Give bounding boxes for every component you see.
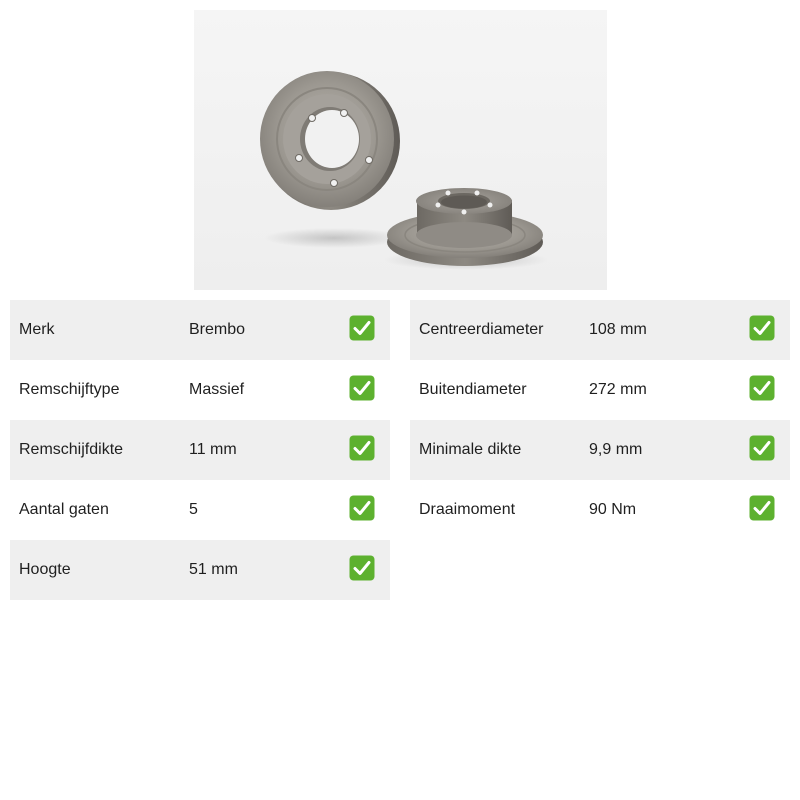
spec-table-right (410, 300, 790, 540)
product-image (194, 10, 607, 290)
check-icon (349, 315, 375, 341)
spec-label: Remschijfdikte (19, 441, 124, 458)
spec-label: Aantal gaten (19, 501, 109, 518)
check-icon (749, 495, 775, 521)
check-icon (749, 375, 775, 401)
check-icon (349, 495, 375, 521)
spec-label: Centreerdiameter (419, 321, 544, 338)
check-icon (749, 435, 775, 461)
spec-row-merk (10, 300, 390, 360)
spec-value: Brembo (189, 321, 246, 338)
spec-label: Minimale dikte (419, 441, 522, 458)
check-icon (349, 435, 375, 461)
check-icon (349, 375, 375, 401)
spec-label: Merk (19, 321, 55, 338)
brake-disc-photo (194, 10, 607, 290)
spec-value: 51 mm (189, 561, 238, 578)
spec-row-remschijftype (10, 360, 390, 420)
spec-value: 11 mm (189, 441, 237, 458)
spec-row-remschijfdikte (10, 420, 390, 480)
spec-label: Draaimoment (419, 501, 516, 518)
spec-row-minimale-dikte (410, 420, 790, 480)
check-icon (749, 315, 775, 341)
spec-row-buitendiameter (410, 360, 790, 420)
spec-value: 272 mm (589, 381, 647, 398)
spec-row-hoogte (10, 540, 390, 600)
spec-value: 5 (189, 501, 198, 518)
spec-row-centreerdiameter (410, 300, 790, 360)
spec-value: 108 mm (589, 321, 647, 338)
spec-label: Remschijftype (19, 381, 120, 398)
spec-value: Massief (189, 381, 245, 398)
spec-label: Hoogte (19, 561, 71, 578)
spec-table-left (10, 300, 390, 600)
spec-row-draaimoment (410, 480, 790, 540)
spec-label: Buitendiameter (419, 381, 527, 398)
check-icon (349, 555, 375, 581)
spec-row-aantal-gaten (10, 480, 390, 540)
spec-value: 9,9 mm (589, 441, 643, 458)
spec-value: 90 Nm (589, 501, 637, 518)
